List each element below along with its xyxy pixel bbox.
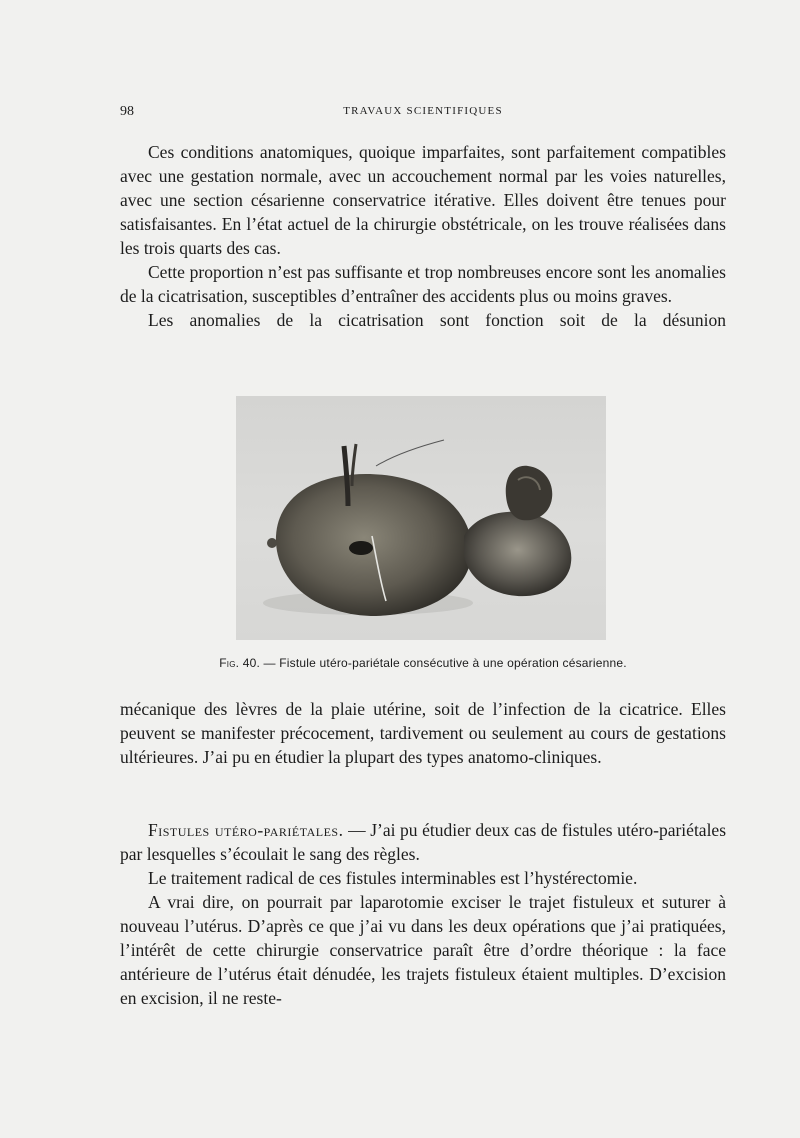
specimen-illustration (236, 396, 606, 640)
figure-photograph (236, 396, 606, 640)
paragraph: Le traitement radical de ces fistules interminables est l’hystérectomie. (148, 868, 638, 888)
section-heading: Fistules utéro-pariétales. (148, 820, 344, 840)
figure-caption (120, 656, 726, 670)
page-number: 98 (120, 104, 134, 119)
section-heading-text: — J’ai pu étudier deux cas de fistules utéro-pariétales par lesquelles s’écoulait le sang des règles. (120, 820, 727, 864)
text-after-figure (120, 697, 726, 769)
paragraph: A vrai dire, on pourrait par laparotomie exciser le trajet fistuleux et suturer à nouveau l’utérus. D’après ce que j’ai vu dans les deux opérations que j’ai pratiquées, l’intérêt de cette chirurgie conservatrice paraît être d’ordre théorique : la face antérieure de l’utérus était dénudée, les trajets fistuleux étaient multiples. D’excision en excision, il ne reste- (120, 892, 726, 1008)
paragraph: Ces conditions anatomiques, quoique imparfaites, sont parfaitement compatibles avec une gestation normale, avec un accouchement normal par les voies naturelles, avec une section césarienne conservatrice itérative. Elles doivent être tenues pour satisfaisantes. En l’état actuel de la chirurgie obstétricale, on les trouve réalisées dans les trois quarts des cas. (120, 142, 726, 258)
running-title: TRAVAUX SCIENTIFIQUES (343, 105, 503, 117)
page-header (120, 104, 726, 122)
paragraph: Les anomalies de la cicatrisation sont fonction soit de la désunion (148, 310, 726, 330)
continuation-paragraph: mécanique des lèvres de la plaie utérine, soit de l’infection de la cicatrice. Elles peuvent se manifester précocement, tardivement ou seulement au cours de gestations ultérieures. J’ai pu en étudier la plupart des types anatomo-cliniques. (120, 699, 726, 767)
paragraph: Cette proportion n’est pas suffisante et trop nombreuses encore sont les anomalies de la cicatrisation, susceptibles d’entraîner des accidents plus ou moins graves. (120, 262, 726, 306)
section-intro (120, 818, 726, 866)
figure-label: Fig. 40. (219, 656, 260, 670)
figure-caption-text: — Fistule utéro-pariétale consécutive à une opération césarienne. (263, 656, 627, 670)
section-fistules (120, 818, 726, 1010)
text-before-figure (120, 140, 726, 332)
